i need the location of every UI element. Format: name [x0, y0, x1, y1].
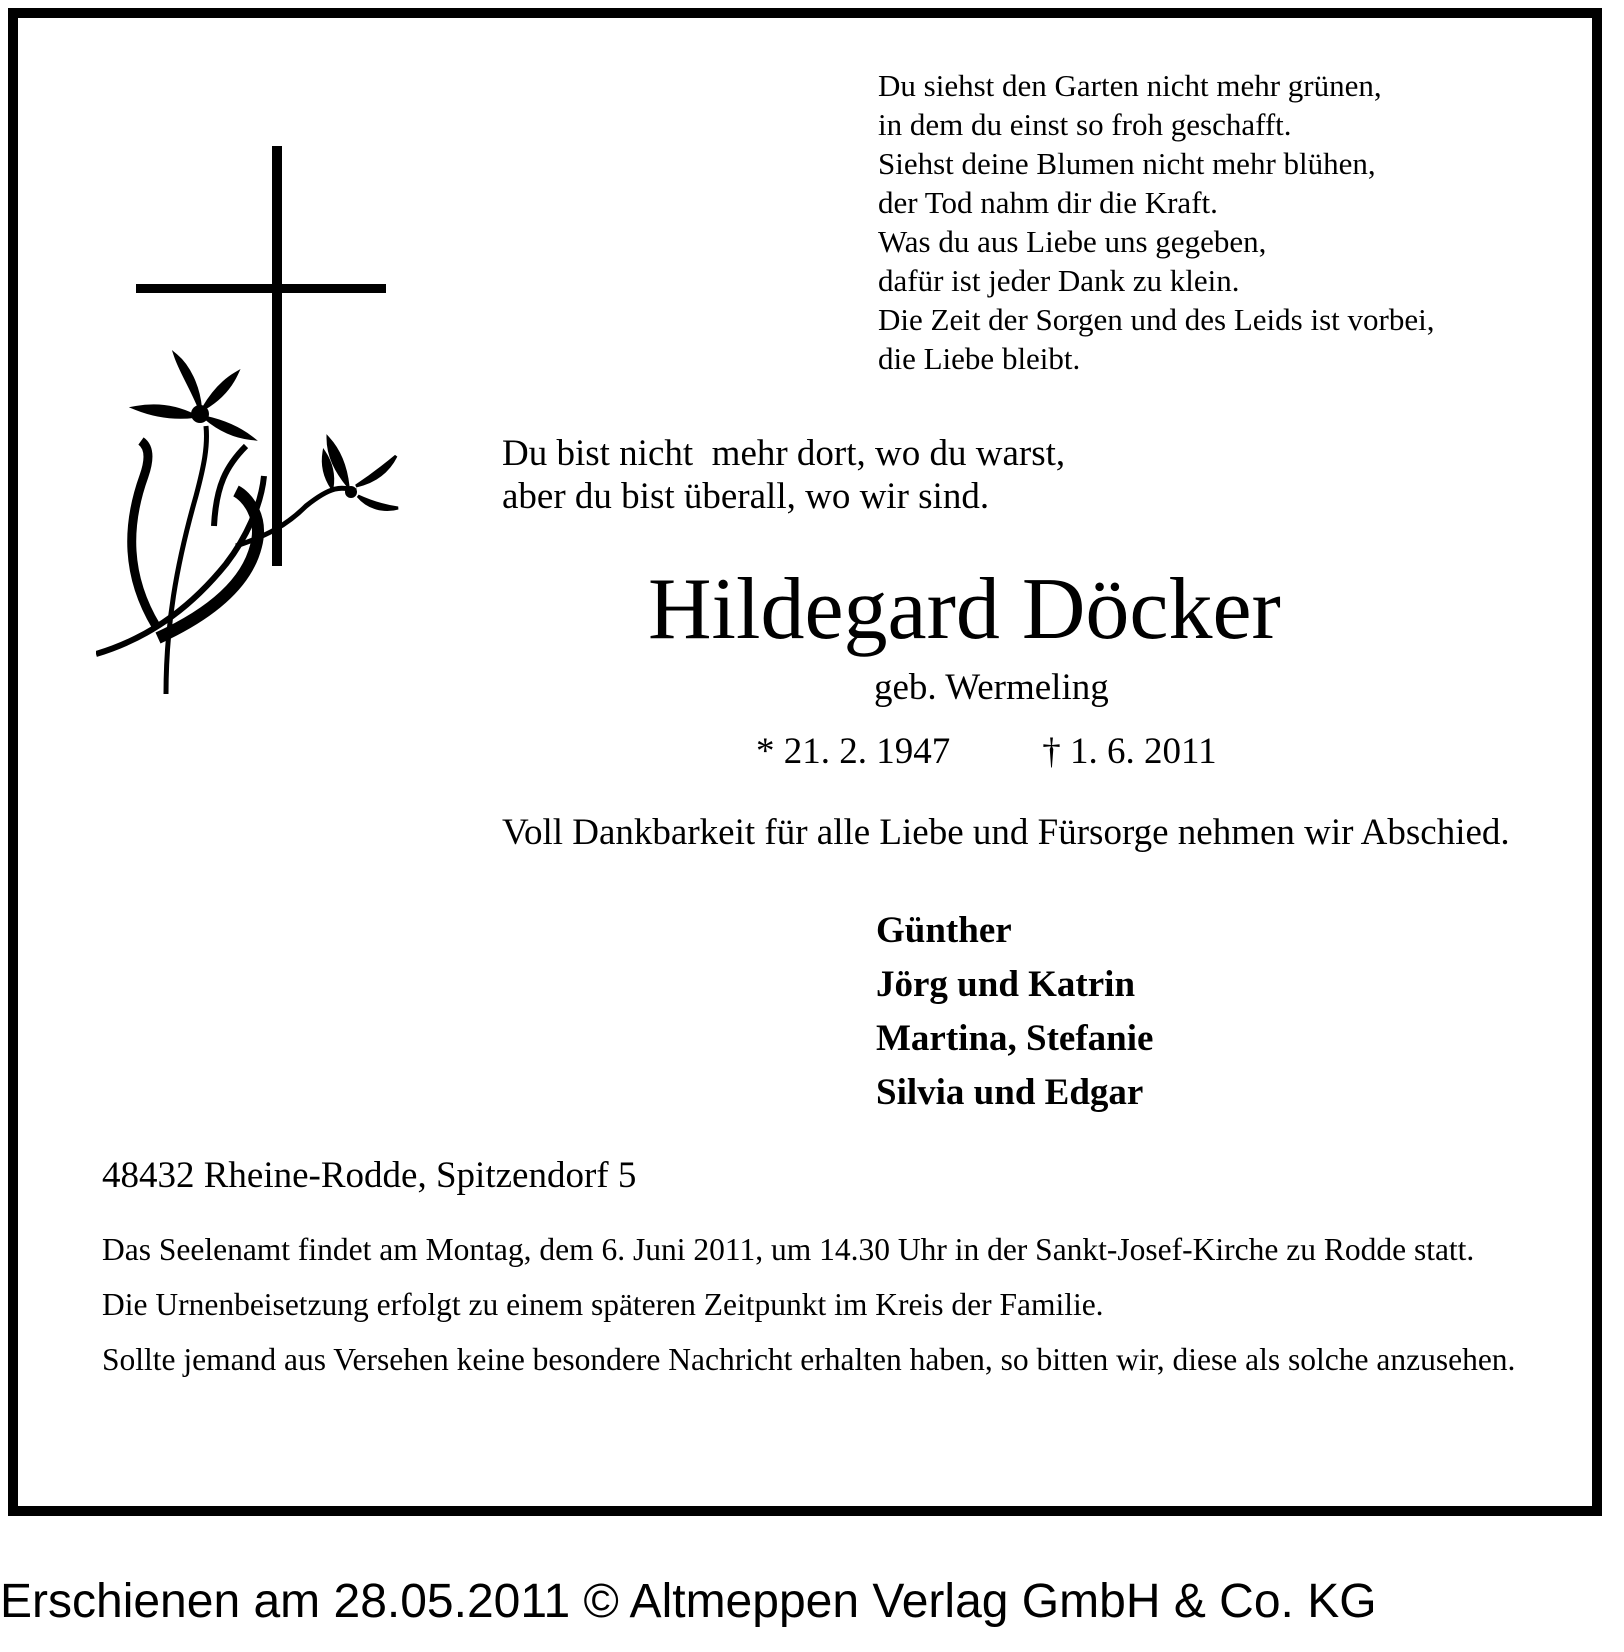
family-member: Jörg und Katrin	[876, 964, 1136, 1005]
thanks-text: Voll Dankbarkeit für alle Liebe und Fürsorge nehmen wir Abschied.	[502, 812, 1510, 853]
poem-line: der Tod nahm dir die Kraft.	[878, 185, 1218, 220]
poem-line: Was du aus Liebe uns gegeben,	[878, 224, 1267, 259]
family-member: Martina, Stefanie	[876, 1018, 1154, 1059]
deceased-name: Hildegard Döcker	[648, 561, 1281, 658]
family-member: Silvia und Edgar	[876, 1072, 1144, 1113]
death-date: † 1. 6. 2011	[1042, 731, 1217, 772]
poem-line: Du siehst den Garten nicht mehr grünen,	[878, 68, 1382, 103]
life-dates	[756, 730, 1217, 774]
poem-line: dafür ist jeder Dank zu klein.	[878, 263, 1240, 298]
address: 48432 Rheine-Rodde, Spitzendorf 5	[102, 1155, 637, 1196]
quote-line: aber du bist überall, wo wir sind.	[502, 476, 990, 517]
cross-with-flowers-icon	[96, 146, 416, 696]
family-names	[876, 904, 1153, 1120]
poem-line: Die Zeit der Sorgen und des Leids ist vorbei,	[878, 302, 1435, 337]
poem-line: in dem du einst so froh geschafft.	[878, 107, 1292, 142]
maiden-name: geb. Wermeling	[874, 667, 1109, 708]
poem-line: Siehst deine Blumen nicht mehr blühen,	[878, 146, 1376, 181]
family-member: Günther	[876, 910, 1012, 951]
quote-line: Du bist nicht mehr dort, wo du warst,	[502, 433, 1066, 474]
note-paragraph: Das Seelenamt findet am Montag, dem 6. Juni 2011, um 14.30 Uhr in der Sankt-Josef-Kirche zu Rodde statt.	[102, 1232, 1475, 1267]
note-paragraph: Die Urnenbeisetzung erfolgt zu einem späteren Zeitpunkt im Kreis der Familie.	[102, 1287, 1104, 1322]
publication-credit: Erschienen am 28.05.2011 © Altmeppen Verlag GmbH & Co. KG	[0, 1575, 1377, 1628]
note-paragraph: Sollte jemand aus Versehen keine besondere Nachricht erhalten haben, so bitten wir, diese als solche anzusehen.	[102, 1342, 1516, 1377]
birth-date: * 21. 2. 1947	[756, 731, 951, 772]
notes	[102, 1230, 1516, 1395]
poem	[878, 66, 1434, 378]
quote	[502, 432, 1065, 518]
poem-line: die Liebe bleibt.	[878, 341, 1081, 376]
